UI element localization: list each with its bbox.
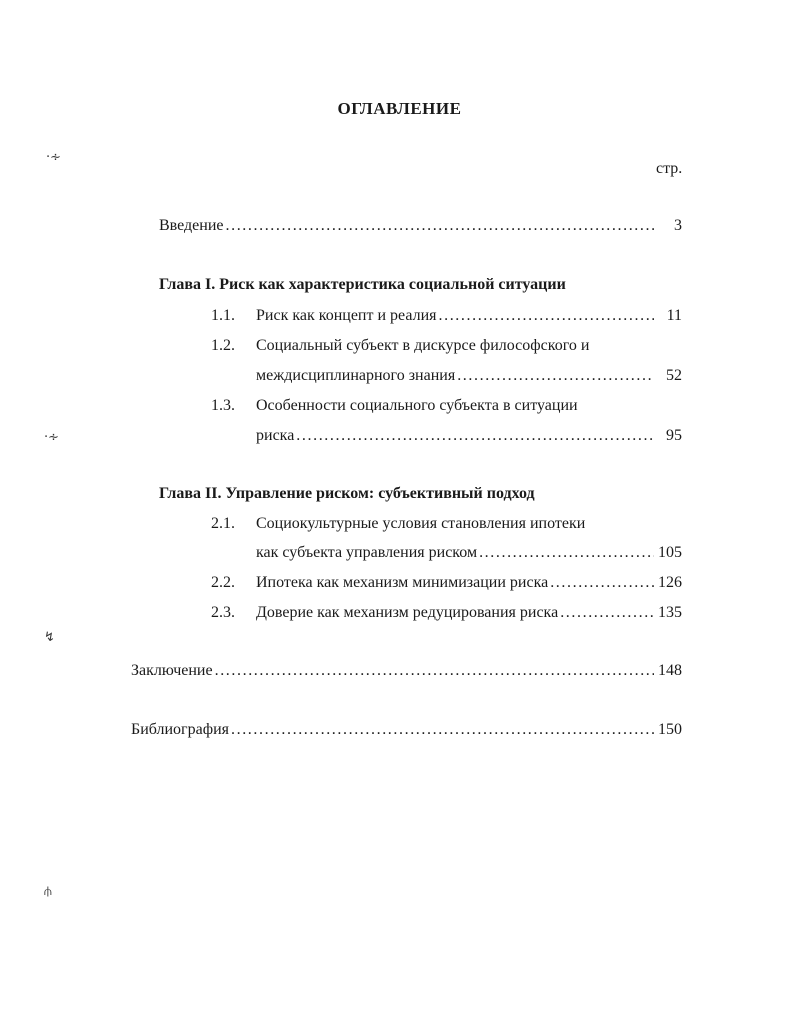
toc-entry-text: междисциплинарного знания [256, 367, 456, 384]
toc-entry-page: 135 [658, 604, 682, 621]
toc-entry-text: как субъекта управления риском [256, 544, 478, 561]
section-number: 2.3. [211, 604, 235, 621]
dot-leader [215, 660, 654, 682]
toc-entry-page: 126 [658, 574, 682, 591]
toc-entry-text: Заключение [131, 662, 213, 679]
dot-leader [479, 542, 654, 564]
toc-entry-page: 150 [658, 721, 682, 738]
section-number: 2.1. [211, 515, 235, 532]
toc-entry-text: Введение [159, 217, 224, 234]
toc-entry-1-1 [256, 305, 682, 327]
toc-entry-text-line1: Социокультурные условия становления ипотеки [256, 515, 586, 532]
section-number: 1.1. [211, 307, 235, 324]
toc-entry-page: 11 [666, 307, 682, 324]
dot-leader [296, 425, 654, 447]
toc-entry-page: 105 [658, 544, 682, 561]
chapter-2-title: Глава II. Управление риском: субъективный подход [159, 485, 535, 502]
page-title: ОГЛАВЛЕНИЕ [337, 99, 462, 118]
toc-entry-text: Ипотека как механизм минимизации риска [256, 574, 549, 591]
dot-leader [457, 365, 654, 387]
dot-leader [560, 602, 654, 624]
section-number: 1.3. [211, 397, 235, 414]
toc-entry-2-1 [256, 542, 682, 564]
dot-leader [439, 305, 655, 327]
toc-entry-text: Библиография [131, 721, 229, 738]
toc-entry-page: 95 [666, 427, 682, 444]
toc-entry-conclusion [131, 660, 682, 682]
toc-entry-text: Доверие как механизм редуцирования риска [256, 604, 559, 621]
margin-mark-icon: ·∻ [44, 430, 60, 445]
toc-entry-text: Риск как концепт и реалия [256, 307, 437, 324]
toc-entry-page: 52 [666, 367, 682, 384]
toc-entry-page: 3 [674, 217, 682, 234]
toc-entry-1-3 [256, 425, 682, 447]
toc-entry-2-2 [256, 572, 682, 594]
margin-mark-icon: ↯ [44, 630, 55, 645]
margin-mark-icon: ·∻ [46, 150, 62, 165]
toc-entry-text-line1: Особенности социального субъекта в ситуации [256, 397, 578, 414]
toc-entry-1-2 [256, 365, 682, 387]
chapter-1-title: Глава I. Риск как характеристика социальной ситуации [159, 276, 566, 293]
page-column-label: стр. [656, 160, 683, 177]
margin-mark-icon: ⫛ [44, 884, 52, 899]
toc-entry-2-3 [256, 602, 682, 624]
toc-entry-text-line1: Социальный субъект в дискурсе философского и [256, 337, 590, 354]
dot-leader [550, 572, 654, 594]
toc-entry-bibliography [131, 719, 682, 741]
section-number: 2.2. [211, 574, 235, 591]
toc-entry-intro [159, 215, 682, 237]
dot-leader [226, 215, 655, 237]
dot-leader [231, 719, 654, 741]
toc-entry-text: риска [256, 427, 295, 444]
section-number: 1.2. [211, 337, 235, 354]
toc-entry-page: 148 [658, 662, 682, 679]
